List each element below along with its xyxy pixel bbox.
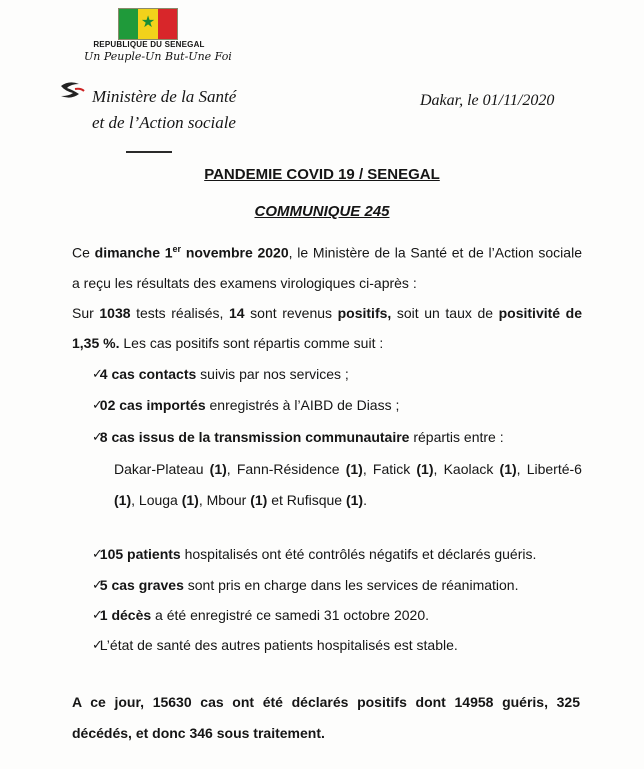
case-item — [92, 366, 349, 382]
checkmark-icon: ✓ — [92, 637, 103, 652]
intro-line-3 — [72, 305, 582, 321]
summary-line-2: décédés, et donc 346 sous traitement. — [72, 725, 325, 741]
status-text: sont pris en charge dans les services de réanimation. — [183, 577, 519, 593]
locality-count: (1) — [209, 461, 227, 477]
locality-count: (1) — [499, 461, 517, 477]
locality-count: (1) — [250, 492, 268, 508]
case-text: suivis par nos services ; — [196, 366, 349, 382]
localities-line-1 — [114, 461, 582, 477]
case-bold: 02 cas importés — [99, 397, 206, 413]
header-separator — [126, 151, 172, 153]
intro-line-2: a reçu les résultats des examens virologiques ci-après : — [72, 275, 417, 291]
page-title: PANDEMIE COVID 19 / SENEGAL — [204, 166, 440, 183]
positivity-rate: 1,35 %. — [72, 335, 120, 351]
summary-line-1: A ce jour, 15630 cas ont été déclarés positifs dont 14958 guéris, 325 — [72, 694, 580, 710]
locality-name: , Mbour — [198, 492, 251, 508]
text-fragment: Les cas positifs sont répartis comme suit : — [119, 335, 384, 351]
text-fragment: soit un taux de — [391, 305, 499, 321]
intro-line-4 — [72, 335, 383, 351]
locality-name: , Fann-Résidence — [226, 461, 346, 477]
locality-count: (1) — [416, 461, 434, 477]
text-fragment: tests réalisés, — [130, 305, 229, 321]
date-bold: novembre 2020 — [181, 244, 289, 261]
status-text: hospitalisés ont été contrôlés négatifs et déclarés guéris. — [180, 546, 537, 562]
checkmark-icon: ✓ — [92, 577, 103, 592]
locality-count: (1) — [345, 492, 364, 508]
status-bold: 105 patients — [99, 546, 181, 562]
ministry-logo-icon — [57, 80, 85, 102]
locality-name: Dakar-Plateau — [114, 461, 210, 477]
document-date: Dakar, le 01/11/2020 — [420, 92, 555, 109]
status-bold: 5 cas graves — [99, 577, 184, 593]
case-bold: 8 cas issus de la transmission communautaire — [99, 429, 410, 445]
senegal-flag — [118, 8, 178, 40]
locality-count: (1) — [345, 461, 363, 477]
case-text: répartis entre : — [409, 429, 504, 445]
date-bold: dimanche 1 — [94, 244, 173, 261]
text-fragment: Ce — [72, 244, 95, 261]
intro-line-1 — [72, 244, 582, 261]
locality-name: , Louga — [131, 492, 182, 508]
text-fragment: Sur — [72, 305, 100, 321]
tests-count: 1038 — [99, 305, 131, 321]
status-item — [92, 637, 458, 653]
localities-line-2 — [114, 492, 367, 508]
case-item — [92, 397, 399, 413]
status-text: L’état de santé des autres patients hospitalisés est stable. — [99, 637, 458, 653]
flag-green-band — [119, 9, 138, 39]
checkmark-icon: ✓ — [92, 397, 103, 412]
positive-bold: positifs, — [337, 305, 392, 321]
ministry-name — [92, 84, 236, 136]
republic-label: REPUBLIQUE DU SENEGAL — [93, 40, 205, 49]
status-text: a été enregistré ce samedi 31 octobre 2020. — [151, 607, 429, 623]
locality-name: . — [363, 492, 367, 508]
checkmark-icon: ✓ — [92, 429, 103, 444]
positive-count: 14 — [229, 305, 245, 321]
national-motto: Un Peuple-Un But-Une Foi — [84, 50, 232, 63]
star-icon: ★ — [140, 14, 156, 31]
ministry-line-2: et de l’Action sociale — [92, 113, 236, 132]
locality-count: (1) — [114, 492, 132, 508]
status-bold: 1 décès — [99, 607, 152, 623]
checkmark-icon: ✓ — [92, 366, 103, 381]
status-item — [92, 546, 536, 562]
ministry-line-1: Ministère de la Santé — [92, 87, 237, 106]
flag-yellow-band — [138, 9, 157, 39]
locality-count: (1) — [181, 492, 199, 508]
checkmark-icon: ✓ — [92, 546, 103, 561]
text-fragment: sont revenus — [244, 305, 338, 321]
locality-name: , Kaolack — [433, 461, 500, 477]
case-bold: 4 cas contacts — [99, 366, 197, 382]
case-text: enregistrés à l’AIBD de Diass ; — [205, 397, 400, 413]
locality-name: , Liberté-6 — [516, 461, 582, 477]
flag-red-band — [158, 9, 177, 39]
checkmark-icon: ✓ — [92, 607, 103, 622]
text-fragment: , le Ministère de la Santé et de l’Action sociale — [288, 244, 582, 261]
case-item — [92, 429, 504, 445]
locality-name: , Fatick — [362, 461, 417, 477]
positivity-bold: positivité de — [498, 305, 582, 321]
communique-number: COMMUNIQUE 245 — [254, 203, 390, 220]
status-item — [92, 607, 429, 623]
locality-name: et Rufisque — [267, 492, 346, 508]
ordinal-sup: er — [172, 244, 182, 254]
status-item — [92, 577, 518, 593]
